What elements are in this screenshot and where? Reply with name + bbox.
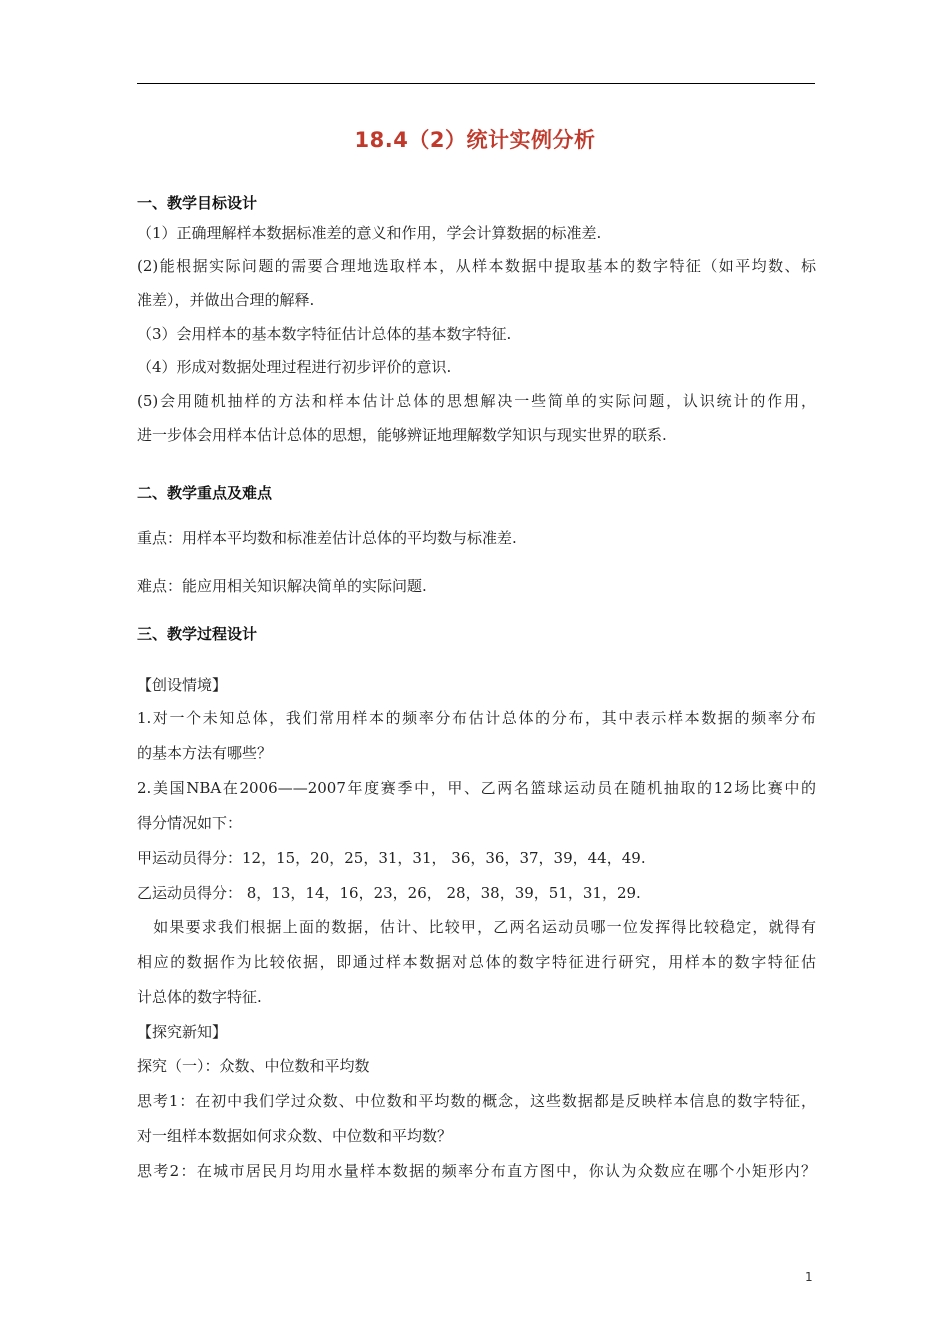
objective-line-7: 进一步体会用样本估计总体的思想，能够辨证地理解数学知识与现实世界的联系.: [137, 426, 667, 444]
process-line-2: 的基本方法有哪些？: [137, 744, 273, 762]
explore-line-4: 思考2：在城市居民月均用水量样本数据的频率分布直方图中，你认为众数应在哪个小矩形内？: [137, 1162, 816, 1180]
page-title: 18.4（2）统计实例分析: [354, 128, 596, 152]
process-line-7: 如果要求我们根据上面的数据，估计、比较甲，乙两名运动员哪一位发挥得比较稳定，就得有: [137, 918, 816, 936]
process-line-1: 1.对一个未知总体，我们常用样本的频率分布估计总体的分布，其中表示样本数据的频率分布: [137, 709, 816, 727]
objective-line-4: （3）会用样本的基本数字特征估计总体的基本数字特征.: [137, 325, 512, 343]
objective-line-3: 准差），并做出合理的解释.: [137, 291, 315, 309]
scenario-label: 【创设情境】: [137, 676, 228, 694]
process-line-9: 计总体的数字特征.: [137, 988, 262, 1006]
explore-label: 【探究新知】: [137, 1023, 228, 1041]
section-heading-key-points: 二、教学重点及难点: [137, 484, 273, 502]
key-point-difficulty: 难点：能应用相关知识解决简单的实际问题.: [137, 577, 427, 595]
objective-line-6: (5)会用随机抽样的方法和样本估计总体的思想解决一些简单的实际问题，认识统计的作用，: [137, 392, 816, 410]
process-line-4: 得分情况如下：: [137, 814, 243, 832]
page-number: 1: [805, 1270, 813, 1284]
explore-line-3: 对一组样本数据如何求众数、中位数和平均数？: [137, 1127, 453, 1145]
explore-line-1: 探究（一）：众数、中位数和平均数: [137, 1057, 370, 1075]
objective-line-2: (2)能根据实际问题的需要合理地选取样本，从样本数据中提取基本的数字特征（如平均数、标: [137, 257, 816, 275]
process-line-3: 2.美国NBA在2006——2007年度赛季中，甲、乙两名篮球运动员在随机抽取的12场比赛中的: [137, 779, 816, 797]
objective-line-1: （1）正确理解样本数据标准差的意义和作用，学会计算数据的标准差.: [137, 224, 602, 242]
header-rule: [137, 83, 815, 84]
section-heading-process: 三、教学过程设计: [137, 625, 258, 643]
explore-line-2: 思考1：在初中我们学过众数、中位数和平均数的概念，这些数据都是反映样本信息的数字特征，: [137, 1092, 816, 1110]
section-heading-objectives: 一、教学目标设计: [137, 194, 258, 212]
score-line-jia: 甲运动员得分：12，15，20，25，31，31， 36，36，37，39，44，49.: [137, 849, 646, 867]
key-point-focus: 重点：用样本平均数和标准差估计总体的平均数与标准差.: [137, 529, 517, 547]
process-line-8: 相应的数据作为比较依据，即通过样本数据对总体的数字特征进行研究，用样本的数字特征估: [137, 953, 816, 971]
objective-line-5: （4）形成对数据处理过程进行初步评价的意识.: [137, 358, 452, 376]
score-line-yi: 乙运动员得分： 8，13，14，16，23，26， 28，38，39，51，31，29.: [137, 884, 641, 902]
